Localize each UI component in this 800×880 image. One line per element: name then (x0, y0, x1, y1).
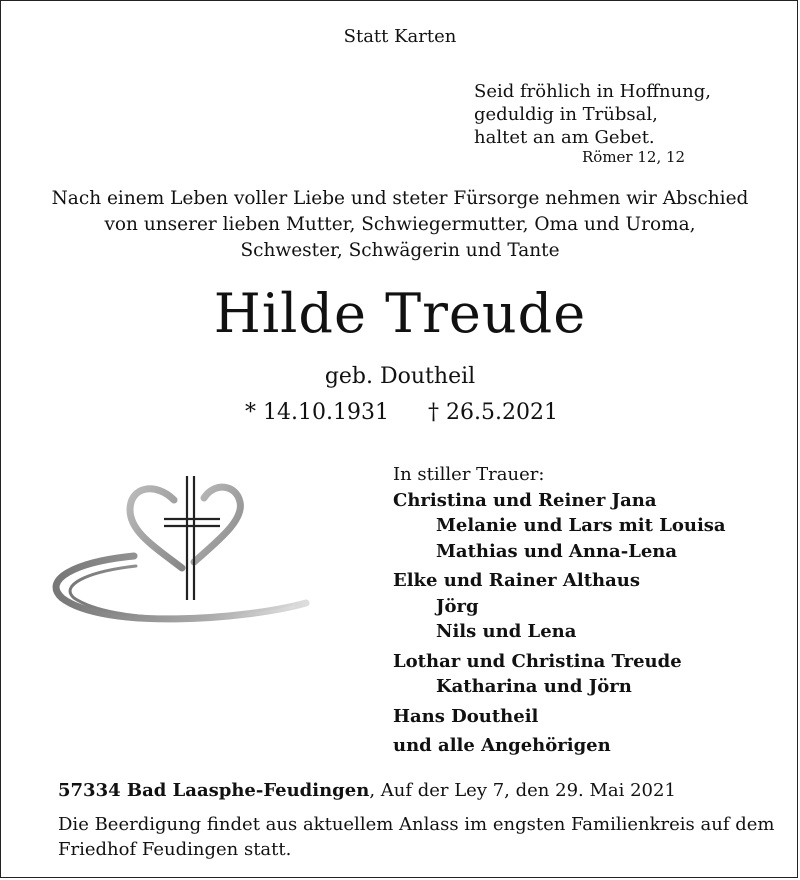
verse-reference: Römer 12, 12 (582, 148, 686, 166)
mourners-heading: In stiller Trauer: (393, 464, 545, 485)
heart-cross-icon (44, 470, 314, 630)
mourners-closing: und alle Angehörigen (393, 735, 611, 756)
funeral-line: Die Beerdigung findet aus aktuellem Anlass im engsten Familienkreis auf dem (58, 814, 775, 835)
death-date: † 26.5.2021 (428, 400, 558, 425)
verse-line: geduldig in Trübsal, (474, 104, 658, 125)
birth-date: * 14.10.1931 (245, 400, 389, 425)
intro-text (0, 186, 800, 264)
verse-line: haltet an am Gebet. (474, 127, 655, 148)
address-line (58, 780, 676, 801)
deceased-name: Hilde Treude (213, 282, 587, 345)
mourner-group-head: Elke und Rainer Althaus (393, 570, 641, 591)
intro-line: von unserer lieben Mutter, Schwiegermutter, Oma und Uroma, (104, 214, 696, 235)
mourner-group-head: Lothar und Christina Treude (393, 650, 682, 672)
funeral-line: Friedhof Feudingen statt. (58, 839, 292, 860)
funeral-info (58, 812, 774, 862)
mourner-member: Mathias und Anna-Lena (436, 540, 678, 562)
mourner-group-head: Christina und Reiner Jana (393, 489, 657, 511)
intro-line: Schwester, Schwägerin und Tante (240, 240, 560, 261)
address-rest: , Auf der Ley 7, den 29. Mai 2021 (369, 780, 676, 801)
verse-line: Seid fröhlich in Hoffnung, (474, 81, 712, 102)
address-place: 57334 Bad Laasphe-Feudingen (58, 780, 370, 801)
header-statt-karten: Statt Karten (343, 26, 457, 47)
bible-verse (474, 80, 711, 149)
maiden-name: geb. Doutheil (324, 364, 476, 389)
mourner-member: Nils und Lena (436, 621, 577, 642)
mourner-member: Katharina und Jörn (436, 676, 632, 697)
mourner-member: Jörg (436, 595, 479, 617)
mourner-group-head: Hans Doutheil (393, 705, 539, 727)
mourners-list (393, 462, 726, 759)
intro-line: Nach einem Leben voller Liebe und steter Fürsorge nehmen wir Abschied (51, 188, 749, 209)
mourner-member: Melanie und Lars mit Louisa (436, 515, 726, 536)
